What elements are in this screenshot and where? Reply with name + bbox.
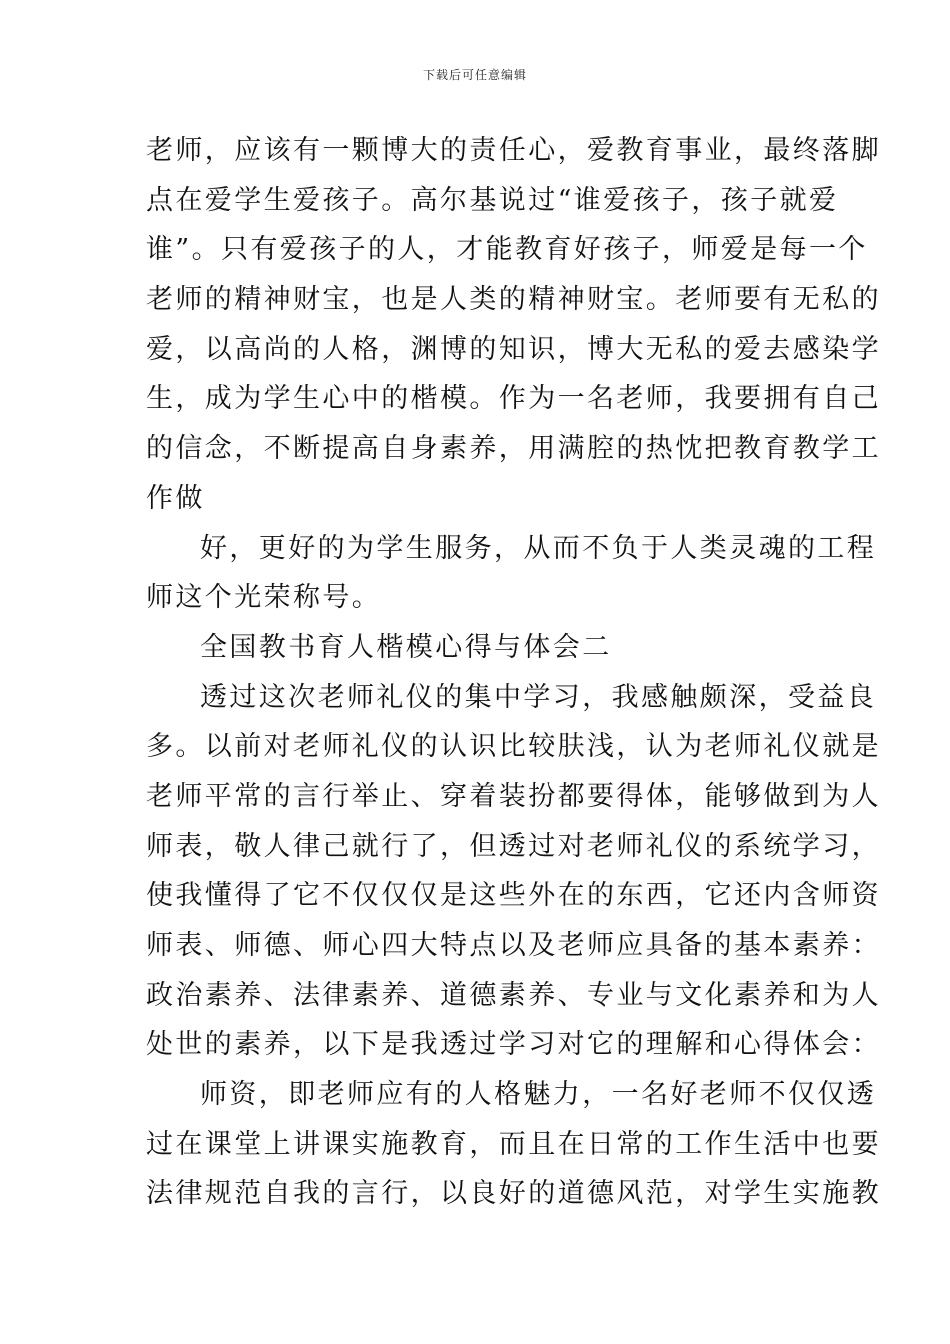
text-line: 师这个光荣称号。: [146, 582, 382, 614]
text-line: 多。以前对老师礼仪的认识比较肤浅，认为老师礼仪就是: [146, 731, 881, 763]
text-line: 老师，应该有一颗博大的责任心，爱教育事业，最终落脚: [146, 135, 881, 166]
text-line: 作做: [146, 482, 205, 514]
text-line: 处世的素养，以下是我透过学习对它的理解和心得体会：: [146, 1029, 881, 1061]
text-line: 的信念，不断提高自身素养，用满腔的热忱把教育教学工: [146, 433, 881, 465]
text-line: 法律规范自我的言行，以良好的道德风范，对学生实施教: [146, 1178, 881, 1210]
section-heading: 全国教书育人楷模心得与体会二: [200, 631, 612, 663]
paragraph-start-line: 好，更好的为学生服务，从而不负于人类灵魂的工程: [200, 532, 877, 564]
text-line: 老师的精神财宝，也是人类的精神财宝。老师要有无私的: [146, 284, 881, 316]
text-line: 爱，以高尚的人格，渊博的知识，博大无私的爱去感染学: [146, 333, 881, 365]
text-line: 师表，敬人律己就行了，但透过对老师礼仪的系统学习，: [146, 830, 881, 862]
text-line: 使我懂得了它不仅仅仅是这些外在的东西，它还内含师资: [146, 880, 881, 912]
text-line: 过在课堂上讲课实施教育，而且在日常的工作生活中也要: [146, 1128, 881, 1160]
paragraph-start-line: 师资，即老师应有的人格魅力，一名好老师不仅仅透: [200, 1079, 877, 1111]
page-header: 下载后可任意编辑: [422, 68, 527, 82]
text-line: 点在爱学生爱孩子。高尔基说过“谁爱孩子，孩子就爱: [146, 184, 839, 216]
text-line: 政治素养、法律素养、道德素养、专业与文化素养和为人: [146, 979, 881, 1011]
paragraph-start-line: 透过这次老师礼仪的集中学习，我感触颇深，受益良: [200, 681, 877, 713]
text-line: 师表、师德、师心四大特点以及老师应具备的基本素养：: [146, 930, 881, 961]
text-line: 老师平常的言行举止、穿着装扮都要得体，能够做到为人: [146, 780, 881, 812]
text-line: 谁”。只有爱孩子的人，才能教育好孩子，师爱是每一个: [146, 234, 868, 266]
document-body: [146, 126, 881, 1219]
text-line: 生，成为学生心中的楷模。作为一名老师，我要拥有自己: [146, 383, 881, 415]
